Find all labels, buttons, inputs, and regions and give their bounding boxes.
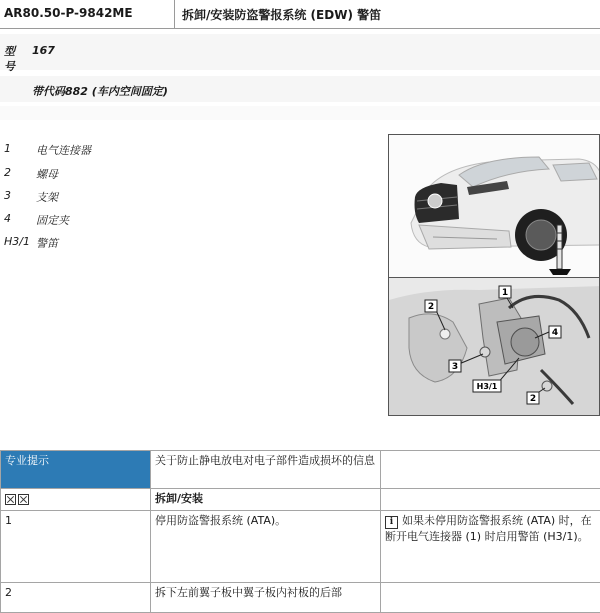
callout-1: 1	[502, 288, 508, 298]
table-row	[1, 451, 600, 489]
table-row	[1, 489, 600, 511]
section-note	[381, 489, 600, 511]
table-row	[1, 583, 600, 613]
remove-install-icon	[5, 494, 16, 505]
legend-number: 2	[4, 166, 34, 179]
legend-text: 支架	[36, 189, 58, 205]
document-header	[0, 0, 600, 29]
mechanical-illustration	[389, 278, 600, 416]
model-label	[4, 44, 18, 74]
step-note	[381, 511, 600, 583]
callout-h3-1: H3/1	[477, 382, 498, 391]
legend-text: 螺母	[36, 166, 58, 182]
spacer-band	[0, 106, 600, 120]
section-heading: 拆卸/安装	[151, 489, 381, 511]
procedure-table	[0, 450, 600, 613]
expert-tip-tag[interactable]: 专业提示	[1, 451, 151, 489]
callout-2-lower: 2	[530, 394, 536, 404]
mechanical-detail	[389, 278, 600, 416]
step-note	[381, 583, 600, 613]
legend-number: 4	[4, 212, 34, 225]
info-icon: i	[385, 516, 398, 529]
callout-2: 2	[428, 302, 434, 312]
expert-tip-note	[381, 451, 600, 489]
legend-text: 警笛	[36, 235, 58, 251]
component-figure[interactable]	[388, 134, 600, 416]
legend-number: 3	[4, 189, 34, 202]
model-value: 167	[32, 44, 55, 57]
step-number: 2	[1, 583, 151, 613]
remove-install-icon	[18, 494, 29, 505]
step-icon-cell	[1, 489, 151, 511]
legend-text: 电气连接器	[36, 142, 91, 158]
callout-4: 4	[552, 328, 558, 338]
vehicle-illustration	[389, 135, 600, 277]
step-note-text: 如果未停用防盗警报系统 (ATA) 时，在断开电气连接器 (1) 时启用警笛 (H3/1)。	[385, 514, 592, 543]
document-number: AR80.50-P-9842ME	[4, 6, 133, 20]
header-divider	[174, 0, 175, 28]
expert-tip-text: 关于防止静电放电对电子部件造成损坏的信息	[151, 451, 381, 489]
page-title: 拆卸/安装防盗警报系统 (EDW) 警笛	[182, 6, 381, 23]
table-row	[1, 511, 600, 583]
model-label-text: 型号	[4, 44, 18, 74]
legend-number: 1	[4, 142, 34, 155]
step-number: 1	[1, 511, 151, 583]
legend-text: 固定夹	[36, 212, 69, 228]
step-text: 拆下左前翼子板中翼子板内衬板的后部	[151, 583, 381, 613]
step-text: 停用防盗警报系统 (ATA)。	[151, 511, 381, 583]
callout-3: 3	[452, 362, 458, 372]
vehicle-photo	[389, 135, 600, 277]
model-band	[0, 34, 600, 70]
model-variant: 带代码882 (车内空间固定)	[32, 83, 168, 99]
legend-number: H3/1	[4, 235, 34, 248]
